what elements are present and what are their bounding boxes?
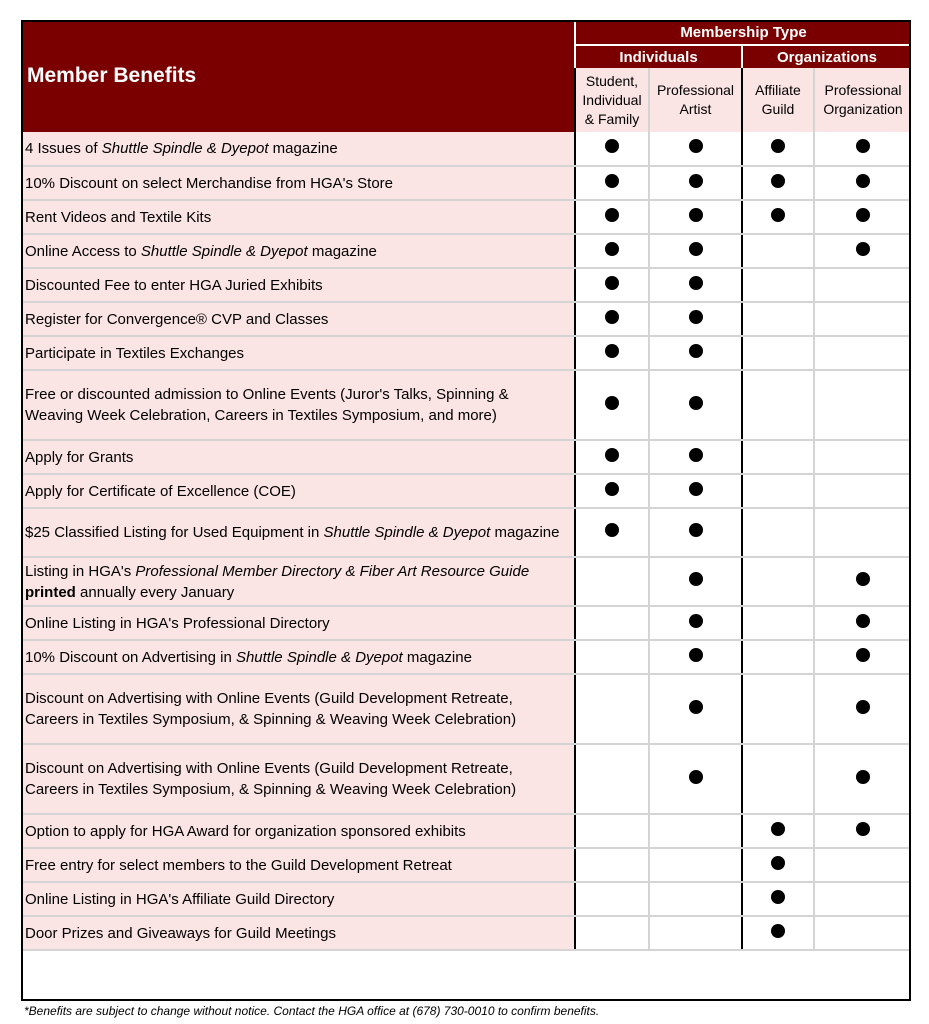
included-dot-icon: [771, 924, 785, 938]
cell-professional-organization: [814, 557, 911, 606]
included-dot-icon: [771, 822, 785, 836]
cell-professional-organization: [814, 268, 911, 302]
included-dot-icon: [605, 310, 619, 324]
benefit-text: Shuttle Spindle & Dyepot: [323, 524, 491, 541]
cell-professional-organization: [814, 200, 911, 234]
table-row: [21, 674, 911, 744]
benefit-text: Free entry for select members to the Guild Development Retreat: [25, 856, 452, 874]
benefit-text: Door Prizes and Giveaways for Guild Meetings: [25, 924, 336, 942]
cell-professional-organization: [814, 508, 911, 557]
cell-affiliate-guild: [742, 606, 814, 640]
cell-professional-artist: [649, 200, 742, 234]
benefit-text: Discount on Advertising with Online Events (Guild Development Retreate, Careers in Textiles Symposium, & Spinning & Weaving Week Celebration): [25, 760, 517, 798]
cell-professional-artist: [649, 234, 742, 268]
benefit-text: Shuttle Spindle & Dyepot: [235, 648, 403, 666]
column-label: Professional Organization: [823, 82, 903, 117]
table-row: [21, 370, 911, 440]
cell-professional-organization: [814, 640, 911, 674]
cell-professional-organization: [814, 882, 911, 916]
included-dot-icon: [856, 572, 870, 586]
included-dot-icon: [856, 770, 870, 784]
benefit-text: Listing in HGA's: [25, 562, 136, 580]
included-dot-icon: [605, 242, 619, 256]
table-row: [21, 200, 911, 234]
benefit-label: [21, 882, 575, 916]
cell-professional-artist: [649, 132, 742, 166]
cell-professional-organization: [814, 606, 911, 640]
included-dot-icon: [856, 648, 870, 662]
included-dot-icon: [771, 208, 785, 222]
cell-professional-artist: [649, 606, 742, 640]
table-row: [21, 234, 911, 268]
included-dot-icon: [856, 139, 870, 153]
included-dot-icon: [856, 614, 870, 628]
table-row: [21, 132, 911, 166]
benefit-label: [21, 916, 575, 950]
included-dot-icon: [689, 648, 703, 662]
benefit-text: Free or discounted admission to Online Events (Juror's Talks, Spinning & Weaving Week Celebration, Careers in Textiles Symposium, and more): [25, 386, 509, 424]
included-dot-icon: [856, 700, 870, 714]
benefit-label: [21, 268, 575, 302]
benefit-text: Shuttle Spindle & Dyepot: [140, 242, 308, 260]
included-dot-icon: [605, 174, 619, 188]
included-dot-icon: [605, 208, 619, 222]
column-label: Student, Individual & Family: [582, 72, 642, 127]
included-dot-icon: [771, 856, 785, 870]
table-row: [21, 848, 911, 882]
benefit-label: [21, 674, 575, 744]
cell-student-individual-family: [575, 200, 649, 234]
table-row: [21, 557, 911, 606]
table-row: [21, 814, 911, 848]
benefit-text: magazine: [307, 242, 377, 260]
column-label: Professional Artist: [656, 82, 735, 117]
cell-affiliate-guild: [742, 882, 814, 916]
cell-professional-artist: [649, 814, 742, 848]
cell-affiliate-guild: [742, 132, 814, 166]
cell-professional-artist: [649, 508, 742, 557]
cell-professional-organization: [814, 166, 911, 200]
column-label: Affiliate Guild: [755, 82, 801, 117]
included-dot-icon: [605, 482, 619, 496]
cell-professional-organization: [814, 336, 911, 370]
included-dot-icon: [689, 396, 703, 410]
benefit-text: Professional Member Directory & Fiber Art Resource Guide: [135, 562, 530, 580]
cell-student-individual-family: [575, 674, 649, 744]
cell-professional-organization: [814, 440, 911, 474]
table-title: Member Benefits: [21, 20, 575, 132]
included-dot-icon: [689, 482, 703, 496]
cell-professional-organization: [814, 848, 911, 882]
included-dot-icon: [605, 139, 619, 153]
benefit-label: [21, 200, 575, 234]
benefit-label: [21, 508, 575, 557]
cell-professional-artist: [649, 440, 742, 474]
cell-professional-artist: [649, 268, 742, 302]
table-row: [21, 744, 911, 814]
included-dot-icon: [605, 344, 619, 358]
cell-affiliate-guild: [742, 234, 814, 268]
cell-student-individual-family: [575, 814, 649, 848]
cell-professional-organization: [814, 814, 911, 848]
benefit-text: Apply for Certificate of Excellence (COE): [25, 482, 296, 500]
cell-professional-organization: [814, 916, 911, 950]
table-row: [21, 166, 911, 200]
cell-student-individual-family: [575, 744, 649, 814]
included-dot-icon: [605, 276, 619, 290]
group-individuals: Individuals: [575, 45, 742, 68]
included-dot-icon: [689, 700, 703, 714]
table-row: [21, 882, 911, 916]
cell-professional-artist: [649, 640, 742, 674]
included-dot-icon: [605, 396, 619, 410]
cell-student-individual-family: [575, 848, 649, 882]
included-dot-icon: [689, 276, 703, 290]
cell-student-individual-family: [575, 302, 649, 336]
included-dot-icon: [771, 139, 785, 153]
benefit-label: [21, 166, 575, 200]
cell-affiliate-guild: [742, 268, 814, 302]
cell-affiliate-guild: [742, 848, 814, 882]
benefit-text: Discount on Advertising with Online Events (Guild Development Retreate, Careers in Textiles Symposium, & Spinning & Weaving Week Celebration): [25, 690, 517, 728]
cell-affiliate-guild: [742, 474, 814, 508]
benefit-text: Rent Videos and Textile Kits: [25, 208, 212, 226]
cell-professional-artist: [649, 744, 742, 814]
benefit-text: 10% Discount on Advertising in: [25, 648, 236, 666]
benefit-text: Discounted Fee to enter HGA Juried Exhibits: [25, 276, 323, 294]
included-dot-icon: [689, 344, 703, 358]
included-dot-icon: [689, 523, 703, 537]
cell-professional-organization: [814, 234, 911, 268]
included-dot-icon: [689, 448, 703, 462]
table-row: [21, 302, 911, 336]
cell-affiliate-guild: [742, 508, 814, 557]
included-dot-icon: [689, 614, 703, 628]
table-row: [21, 336, 911, 370]
table-row: [21, 916, 911, 950]
benefit-text: Participate in Textiles Exchanges: [25, 344, 245, 362]
benefit-text: annually every January: [75, 583, 235, 601]
included-dot-icon: [689, 572, 703, 586]
benefit-text: Register for Convergence® CVP and Classes: [25, 310, 329, 328]
cell-student-individual-family: [575, 916, 649, 950]
cell-professional-organization: [814, 474, 911, 508]
cell-professional-artist: [649, 916, 742, 950]
cell-professional-artist: [649, 674, 742, 744]
benefit-label: [21, 302, 575, 336]
cell-affiliate-guild: [742, 336, 814, 370]
cell-affiliate-guild: [742, 916, 814, 950]
footnote: *Benefits are subject to change without notice. Contact the HGA office at (678) 730-0010 to confirm benefits.: [24, 1004, 600, 1018]
cell-professional-artist: [649, 474, 742, 508]
table-row: [21, 640, 911, 674]
benefit-text: Apply for Grants: [25, 448, 134, 466]
benefit-text: $25 Classified Listing for Used Equipment in: [25, 524, 324, 541]
included-dot-icon: [771, 890, 785, 904]
benefits-rows: [21, 132, 911, 950]
member-benefits-table: [21, 20, 911, 951]
cell-student-individual-family: [575, 640, 649, 674]
included-dot-icon: [605, 523, 619, 537]
cell-professional-organization: [814, 302, 911, 336]
benefit-text: Option to apply for HGA Award for organization sponsored exhibits: [25, 822, 466, 840]
benefit-label: [21, 640, 575, 674]
cell-student-individual-family: [575, 336, 649, 370]
cell-student-individual-family: [575, 508, 649, 557]
benefit-text: magazine: [268, 140, 338, 157]
membership-type-header: Membership Type: [575, 20, 911, 45]
benefit-text: magazine: [490, 524, 560, 541]
benefit-label: [21, 370, 575, 440]
included-dot-icon: [689, 242, 703, 256]
cell-student-individual-family: [575, 234, 649, 268]
benefit-label: [21, 132, 575, 166]
column-affiliate-guild: [742, 68, 814, 132]
cell-affiliate-guild: [742, 302, 814, 336]
cell-professional-organization: [814, 674, 911, 744]
column-professional-organization: [814, 68, 911, 132]
included-dot-icon: [856, 174, 870, 188]
group-organizations: Organizations: [742, 45, 911, 68]
benefit-label: [21, 234, 575, 268]
benefit-text: Online Access to: [25, 242, 141, 260]
table-row: [21, 440, 911, 474]
cell-student-individual-family: [575, 606, 649, 640]
cell-professional-artist: [649, 302, 742, 336]
column-professional-artist: [649, 68, 742, 132]
table-row: [21, 474, 911, 508]
cell-affiliate-guild: [742, 200, 814, 234]
cell-affiliate-guild: [742, 814, 814, 848]
cell-student-individual-family: [575, 557, 649, 606]
cell-affiliate-guild: [742, 674, 814, 744]
cell-student-individual-family: [575, 268, 649, 302]
included-dot-icon: [689, 208, 703, 222]
benefit-text: 4 Issues of: [25, 140, 102, 157]
cell-professional-artist: [649, 336, 742, 370]
benefit-text: Shuttle Spindle & Dyepot: [101, 140, 269, 157]
benefit-label: [21, 474, 575, 508]
cell-professional-organization: [814, 744, 911, 814]
cell-student-individual-family: [575, 440, 649, 474]
cell-professional-organization: [814, 132, 911, 166]
benefit-text: 10% Discount on select Merchandise from HGA's Store: [25, 174, 394, 192]
benefit-text: printed: [25, 583, 76, 601]
cell-professional-organization: [814, 370, 911, 440]
included-dot-icon: [605, 448, 619, 462]
benefit-label: [21, 814, 575, 848]
benefit-label: [21, 440, 575, 474]
included-dot-icon: [856, 822, 870, 836]
included-dot-icon: [856, 242, 870, 256]
cell-professional-artist: [649, 882, 742, 916]
cell-student-individual-family: [575, 132, 649, 166]
table-row: [21, 508, 911, 557]
cell-affiliate-guild: [742, 370, 814, 440]
cell-student-individual-family: [575, 882, 649, 916]
benefit-label: [21, 557, 575, 606]
cell-professional-artist: [649, 848, 742, 882]
cell-student-individual-family: [575, 166, 649, 200]
included-dot-icon: [771, 174, 785, 188]
benefit-label: [21, 848, 575, 882]
cell-affiliate-guild: [742, 440, 814, 474]
included-dot-icon: [689, 174, 703, 188]
cell-affiliate-guild: [742, 557, 814, 606]
cell-professional-artist: [649, 370, 742, 440]
benefit-label: [21, 606, 575, 640]
cell-professional-artist: [649, 557, 742, 606]
cell-student-individual-family: [575, 370, 649, 440]
benefit-label: [21, 744, 575, 814]
cell-student-individual-family: [575, 474, 649, 508]
cell-affiliate-guild: [742, 744, 814, 814]
benefit-text: Online Listing in HGA's Professional Directory: [25, 614, 330, 632]
benefits-table-wrapper: [21, 20, 911, 951]
included-dot-icon: [689, 139, 703, 153]
column-student-individual-family: [575, 68, 649, 132]
cell-affiliate-guild: [742, 166, 814, 200]
included-dot-icon: [856, 208, 870, 222]
included-dot-icon: [689, 770, 703, 784]
cell-affiliate-guild: [742, 640, 814, 674]
table-row: [21, 268, 911, 302]
benefit-text: magazine: [402, 648, 472, 666]
benefit-text: Online Listing in HGA's Affiliate Guild Directory: [25, 890, 335, 908]
cell-professional-artist: [649, 166, 742, 200]
benefit-label: [21, 336, 575, 370]
table-row: [21, 606, 911, 640]
included-dot-icon: [689, 310, 703, 324]
